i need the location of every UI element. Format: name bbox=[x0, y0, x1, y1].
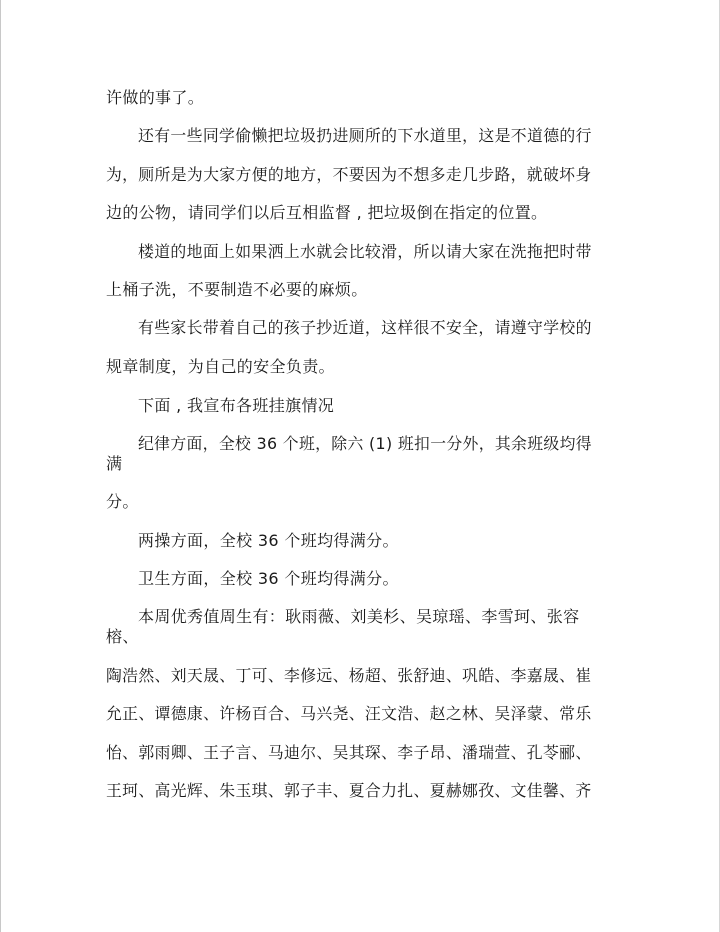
text-line: 分。 bbox=[106, 492, 139, 511]
text-line: 卫生方面，全校 36 个班均得满分。 bbox=[138, 569, 399, 588]
text-line: 还有一些同学偷懒把垃圾扔进厕所的下水道里，这是不道德的行 bbox=[138, 126, 592, 145]
text-line: 两操方面，全校 36 个班均得满分。 bbox=[138, 531, 399, 550]
text-line: 为，厕所是为大家方便的地方，不要因为不想多走几步路，就破坏身 bbox=[106, 165, 592, 184]
text-line: 允正、谭德康、许杨百合、马兴尧、汪文浩、赵之林、吴泽蒙、常乐 bbox=[106, 704, 592, 723]
text-line: 王珂、高光辉、朱玉琪、郭子丰、夏合力扎、夏赫娜孜、文佳馨、齐 bbox=[106, 781, 592, 800]
text-line: 上桶子洗，不要制造不必要的麻烦。 bbox=[106, 280, 368, 299]
text-line: 怡、郭雨卿、王子言、马迪尔、吴其琛、李子昂、潘瑞萱、孔苓郦、 bbox=[106, 743, 592, 762]
text-line: 规章制度，为自己的安全负责。 bbox=[106, 357, 335, 376]
text-line: 榕、 bbox=[106, 627, 139, 646]
text-line: 有些家长带着自己的孩子抄近道，这样很不安全，请遵守学校的 bbox=[138, 318, 592, 337]
text-line: 下面 , 我宣布各班挂旗情况 bbox=[138, 396, 335, 415]
text-line: 陶浩然、刘天晟、丁可、李修远、杨超、张舒迪、巩皓、李嘉晟、崔 bbox=[106, 666, 592, 685]
text-line: 边的公物，请同学们以后互相监督 , 把垃圾倒在指定的位置。 bbox=[106, 203, 548, 222]
text-line: 许做的事了。 bbox=[106, 88, 205, 107]
text-line: 满 bbox=[106, 454, 123, 473]
text-line: 楼道的地面上如果洒上水就会比较滑，所以请大家在洗拖把时带 bbox=[138, 242, 592, 261]
text-line: 纪律方面，全校 36 个班，除六 (1) 班扣一分外，其余班级均得 bbox=[138, 434, 592, 453]
text-line: 本周优秀值周生有：耿雨薇、刘美杉、吴琼瑶、李雪珂、张容 bbox=[138, 607, 580, 626]
